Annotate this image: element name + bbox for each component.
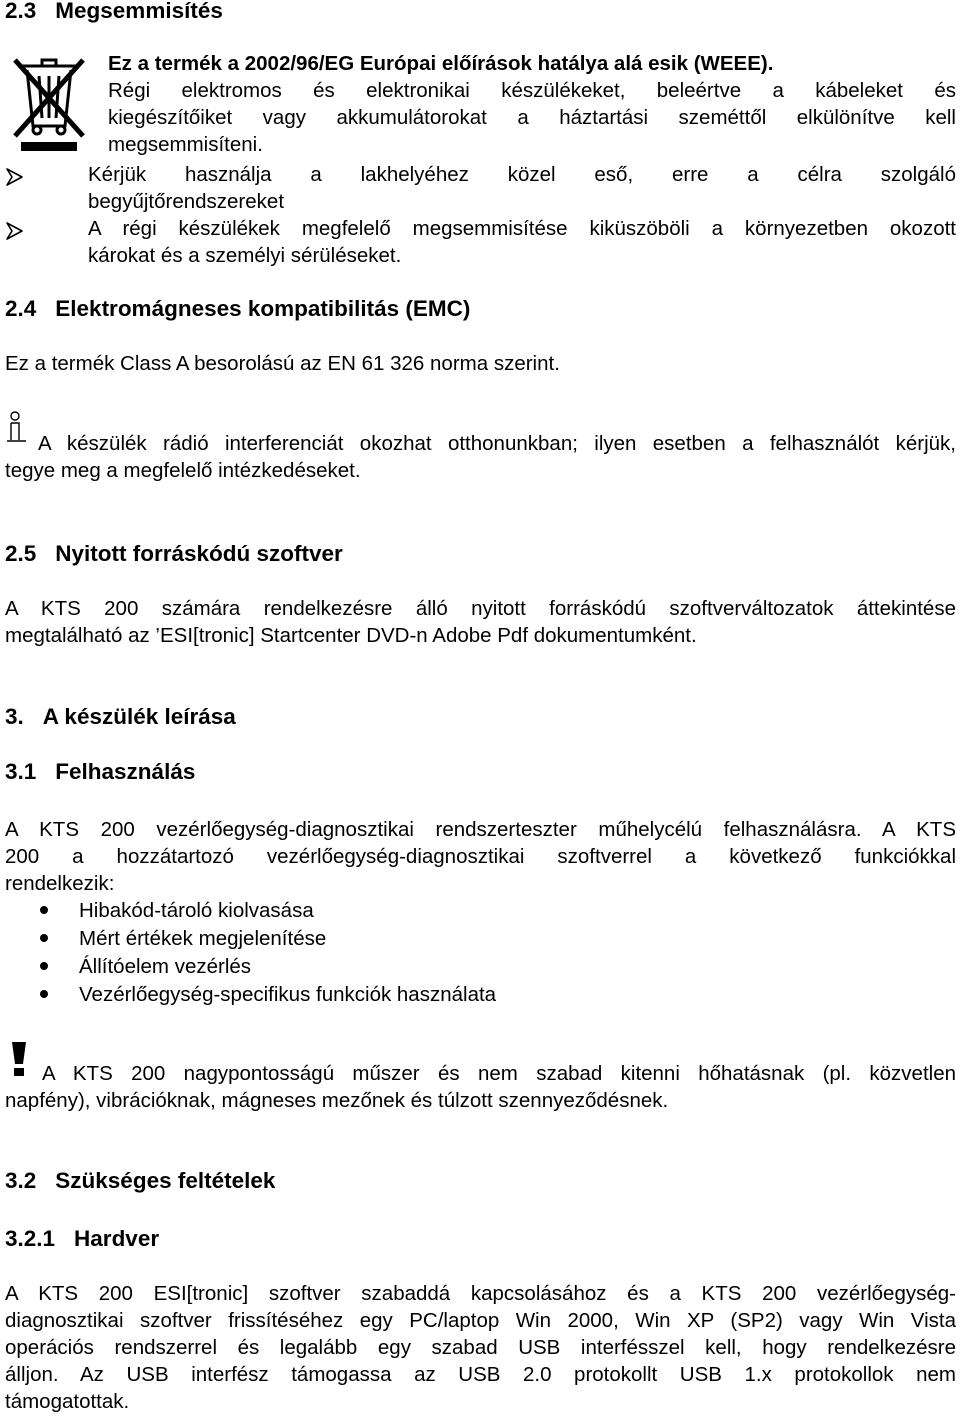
warning-note: A KTS 200 nagypontosságú műszer és nem szabad kitenni hőhatásnak (pl. közvetlen napfény), vibrációknak, mágneses mezőnek és túlzott szennyeződésnek. [5, 1062, 956, 1112]
list-item: A régi készülékek megfelelő megsemmisítése kiküszöböli a környezetben okozott károkat és a személyi sérüléseket. [88, 217, 956, 267]
bullet-dot [40, 934, 48, 942]
crossed-bin-icon [9, 56, 89, 152]
bullet-dot [40, 962, 48, 970]
usage-paragraph: A KTS 200 vezérlőegység-diagnosztikai rendszerteszter műhelycélú felhasználásra. A KTS 200 a hozzátartozó vezérlőegység-diagnosztikai szoftverrel a következő funkciókkal rendelkezik: [5, 818, 956, 895]
heading-2-3: 2.3 Megsemmisítés [5, 0, 223, 23]
open-source-paragraph: A KTS 200 számára rendelkezésre álló nyitott forráskódú szoftverváltozatok áttekintése megtalálható az ’ESI[tronic] Startcenter DVD-n Adobe Pdf dokumentumként. [5, 597, 956, 647]
heading-2-4: 2.4 Elektromágneses kompatibilitás (EMC) [5, 296, 471, 321]
arrow-bullet-icon [5, 167, 25, 187]
heading-3: 3. A készülék leírása [5, 704, 236, 729]
list-item: Vezérlőegység-specifikus funkciók használata [79, 983, 497, 1006]
bullet-dot [40, 990, 48, 998]
emc-note: A készülék rádió interferenciát okozhat otthonunkban; ilyen esetben a felhasználót kérjük, tegye meg a megfelelő intézkedéseket. [5, 432, 956, 482]
heading-3-1: 3.1 Felhasználás [5, 759, 196, 784]
list-item: Mért értékek megjelenítése [79, 927, 327, 950]
heading-2-5: 2.5 Nyitott forráskódú szoftver [5, 541, 343, 566]
list-item: Kérjük használja a lakhelyéhez közel eső, erre a célra szolgáló begyűjtőrendszereket [88, 163, 956, 213]
arrow-bullet-icon [5, 221, 25, 241]
heading-3-2: 3.2 Szükséges feltételek [5, 1168, 276, 1193]
list-item: Hibakód-tároló kiolvasása [79, 899, 314, 922]
hardware-paragraph: A KTS 200 ESI[tronic] szoftver szabaddá kapcsolásához és a KTS 200 vezérlőegység- diagnosztikai szoftver frissítéséhez egy PC/laptop Win 2000, Win XP (SP2) vagy Win Vista operációs rendszerrel és legalább egy szabad USB interfésszel kell, hogy rendelkezésre álljon. Az USB interfész támogassa az USB 2.0 protokollt USB 1.x protokollok nem támogatottak. [5, 1282, 956, 1413]
bullet-dot [40, 906, 48, 914]
weee-paragraph: Ez a termék a 2002/96/EG Európai előírások hatálya alá esik (WEEE). Régi elektromos és elektronikai készülékeket, beleértve a kábeleket és kiegészítőiket vagy akkumulátorokat a háztartási szeméttől elkülönítve kell megsemmisíteni. [108, 52, 956, 156]
emc-paragraph: Ez a termék Class A besorolású az EN 61 326 norma szerint. [5, 352, 560, 375]
list-item: Állítóelem vezérlés [79, 955, 252, 978]
heading-3-2-1: 3.2.1 Hardver [5, 1226, 160, 1251]
